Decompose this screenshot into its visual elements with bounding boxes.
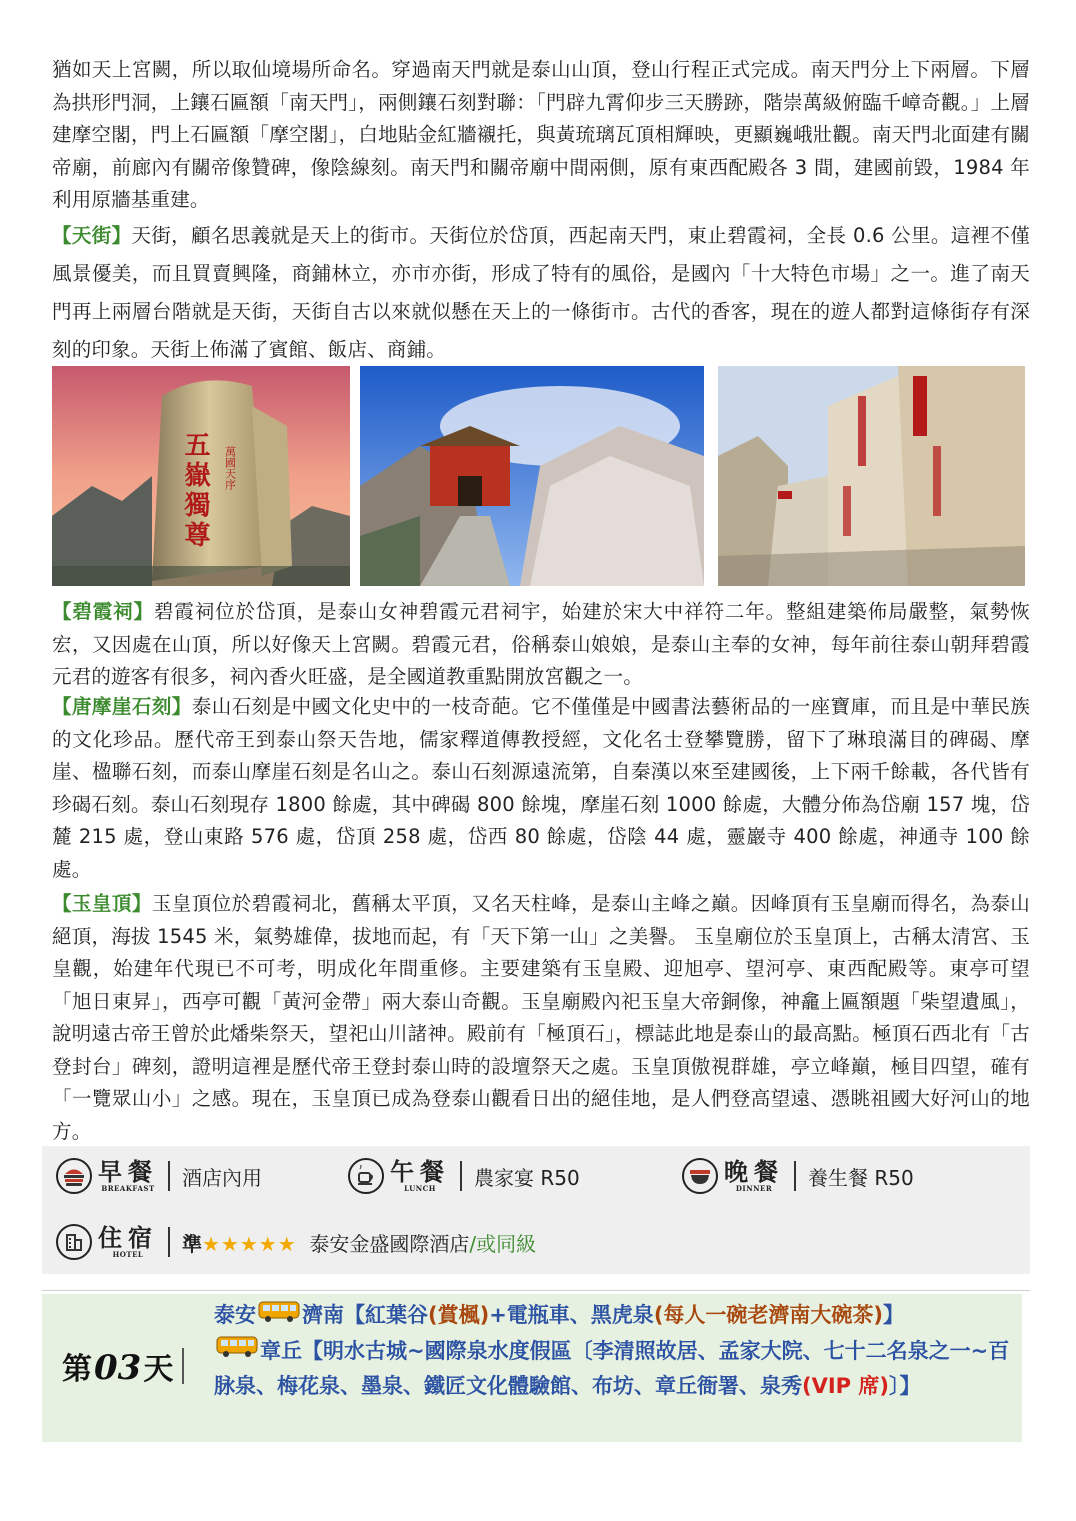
yuhuang-title: 【玉皇頂】 bbox=[52, 892, 152, 915]
hotel-name: 泰安金盛國際酒店 bbox=[309, 1231, 470, 1256]
tianjie-body: 天街，顧名思義就是天上的街市。天街位於岱頂，西起南天門，東止碧霞祠，全長 0.6 公里。這裡不僅風景優美，而且買賣興隆，商鋪林立，亦市亦街，形成了特有的風俗，是國內「十大特色市場」之一。進了南天門再上兩層台階就是天街，天街自古以來就似懸在天上的一條街市。古代的香客，現在的遊人都對這條街存有深刻的印象。天街上佈滿了賓館、飯店、商鋪。 bbox=[52, 224, 1030, 361]
breakfast-title: 早餐 bbox=[98, 1158, 158, 1186]
breakfast-item bbox=[56, 1158, 262, 1194]
seg-close2: 〕】 bbox=[888, 1374, 921, 1398]
burger-icon bbox=[56, 1158, 92, 1194]
lunch-sub: LUNCH bbox=[404, 1184, 436, 1193]
hotel-sub: HOTEL bbox=[112, 1250, 144, 1259]
day-label bbox=[62, 1344, 173, 1388]
dinner-text: 養生餐 R50 bbox=[808, 1165, 914, 1190]
tangmo-paragraph bbox=[52, 691, 1030, 886]
hotel-item bbox=[56, 1224, 536, 1260]
seg-tea: (每人一碗老濟南大碗茶) bbox=[653, 1303, 884, 1327]
tianjie-paragraph bbox=[52, 217, 1030, 369]
breakfast-sub: BREAKFAST bbox=[101, 1184, 155, 1193]
meals-panel bbox=[42, 1146, 1030, 1274]
seg-heihu: +電瓶車、黑虎泉 bbox=[489, 1303, 654, 1327]
cup-icon bbox=[348, 1158, 384, 1194]
bixia-title: 【碧霞祠】 bbox=[52, 600, 154, 623]
rock-inscription-1: 五嶽獨尊 bbox=[180, 431, 210, 551]
day3-itinerary bbox=[214, 1298, 1014, 1404]
bowl-icon bbox=[682, 1158, 718, 1194]
bixia-body: 碧霞祠位於岱頂，是泰山女神碧霞元君祠宇，始建於宋大中祥符二年。整組建築佈局嚴整，氣勢恢宏，又因處在山頂，所以好像天上宮闕。碧霞元君，俗稱泰山娘娘，是泰山主奉的女神，每年前往泰山朝拜碧霞元君的遊客有很多，祠內香火旺盛，是全國道教重點開放宮觀之一。 bbox=[52, 600, 1030, 688]
lunch-item bbox=[348, 1158, 580, 1194]
bus-icon bbox=[258, 1299, 300, 1334]
day-prefix: 第 bbox=[62, 1352, 92, 1387]
hotel-title: 住宿 bbox=[98, 1224, 158, 1252]
dinner-sub: DINNER bbox=[735, 1184, 773, 1193]
breakfast-text: 酒店內用 bbox=[182, 1165, 262, 1190]
dinner-item bbox=[682, 1158, 914, 1194]
rock-inscription-2: 萬國天序 bbox=[223, 446, 237, 490]
yuhuang-body: 玉皇頂位於碧霞祠北，舊稱太平頂，又名天柱峰，是泰山主峰之巔。因峰頂有玉皇廟而得名，為泰山絕頂，海拔 1545 米，氣勢雄偉，拔地而起，有「天下第一山」之美譽。 玉皇廟位於玉皇頂上，古稱太清宮、玉皇觀，始建年代現已不可考，明成化年間重修。主要建築有玉皇殿、迎旭亭、望河亭、東西配殿等。東亭可望「旭日東昇」，西亭可觀「黃河金帶」兩大泰山奇觀。玉皇廟殿內祀玉皇大帝銅像，神龕上匾額題「柴望遺風」，說明遠古帝王曾於此燔柴祭天，望祀山川諸神。殿前有「極頂石」，標誌此地是泰山的最高點。極頂石西北有「古登封台」碑刻，證明這裡是歷代帝王登封泰山時的設壇祭天之處。玉皇頂傲視群雄，亭立峰巔，極目四望，確有「一覽眾山小」之感。現在，玉皇頂已成為登泰山觀看日出的絕佳地，是人們登高望遠、憑眺祖國大好河山的地方。 bbox=[52, 892, 1030, 1143]
hotel-building-icon bbox=[56, 1224, 92, 1260]
seg-maple: (賞楓) bbox=[428, 1303, 490, 1327]
hotel-suffix: /或同級 bbox=[469, 1231, 537, 1256]
dinner-title: 晚餐 bbox=[724, 1158, 784, 1186]
photo-wuyue-rock bbox=[52, 366, 350, 586]
day-number: 03 bbox=[94, 1348, 142, 1388]
hotel-prefix: 準 bbox=[182, 1231, 202, 1256]
hotel-text bbox=[182, 1228, 536, 1257]
hotel-stars: ★★★★★ bbox=[202, 1231, 297, 1256]
seg-close1: 】 bbox=[883, 1303, 905, 1327]
photo-moya-carvings bbox=[718, 366, 1025, 586]
intro-paragraph: 猶如天上宮闕，所以取仙境場所命名。穿過南天門就是泰山山頂，登山行程正式完成。南天門分上下兩層。下層為拱形門洞，上鑲石匾額「南天門」，兩側鑲石刻對聯：「門辟九霄仰步三天勝跡，階崇萬級俯臨千嶂奇觀。」上層建摩空閣，門上石匾額「摩空閣」，白地貼金紅牆襯托，與黃琉璃瓦頂相輝映，更顯巍峨壯觀。南天門北面建有關帝廟，前廊內有關帝像贊碑，像陰線刻。南天門和關帝廟中間兩側，原有東西配殿各 3 間，建國前毀，1984 年利用原牆基重建。 bbox=[52, 58, 1030, 211]
lunch-text: 農家宴 R50 bbox=[474, 1165, 580, 1190]
seg-zhangqiu: 章丘【明水古城~國際泉水度假區〔李清照故居、孟家大院、七十二名泉之一~百脉泉、梅花泉、墨泉、鐵匠文化體驗館、布坊、章丘衙署、泉秀 bbox=[214, 1338, 1010, 1398]
photo-nantianmen bbox=[360, 366, 704, 586]
bus-icon-2 bbox=[216, 1334, 258, 1369]
seg-vip: (VIP 席) bbox=[802, 1374, 889, 1398]
seg-taian: 泰安 bbox=[214, 1303, 256, 1327]
day-suffix: 天 bbox=[143, 1352, 174, 1387]
day3-panel bbox=[42, 1294, 1022, 1442]
tianjie-title: 【天街】 bbox=[52, 224, 132, 247]
seg-jinan: 濟南【紅葉谷 bbox=[302, 1303, 428, 1327]
tangmo-body: 泰山石刻是中國文化史中的一枝奇葩。它不僅僅是中國書法藝術品的一座寶庫，而且是中華民族的文化珍品。歷代帝王到泰山祭天告地，儒家釋道傳教授經，文化名士登攀覽勝，留下了琳琅滿目的碑碣、摩崖、楹聯石刻，而泰山摩崖石刻是名山之。泰山石刻源遠流第，自秦漢以來至建國後，上下兩千餘載，各代皆有珍碣石刻。泰山石刻現存 1800 餘處，其中碑碣 800 餘塊，摩崖石刻 1000 餘處，大體分佈為岱廟 157 塊，岱麓 215 處，登山東路 576 處，岱頂 258 處，岱西 80 餘處，岱陰 44 處，靈巖寺 400 餘處，神通寺 100 餘處。 bbox=[52, 695, 1031, 881]
lunch-title: 午餐 bbox=[390, 1158, 450, 1186]
tangmo-title: 【唐摩崖石刻】 bbox=[52, 695, 192, 718]
yuhuang-paragraph bbox=[52, 888, 1030, 1148]
bixia-paragraph bbox=[52, 596, 1030, 694]
